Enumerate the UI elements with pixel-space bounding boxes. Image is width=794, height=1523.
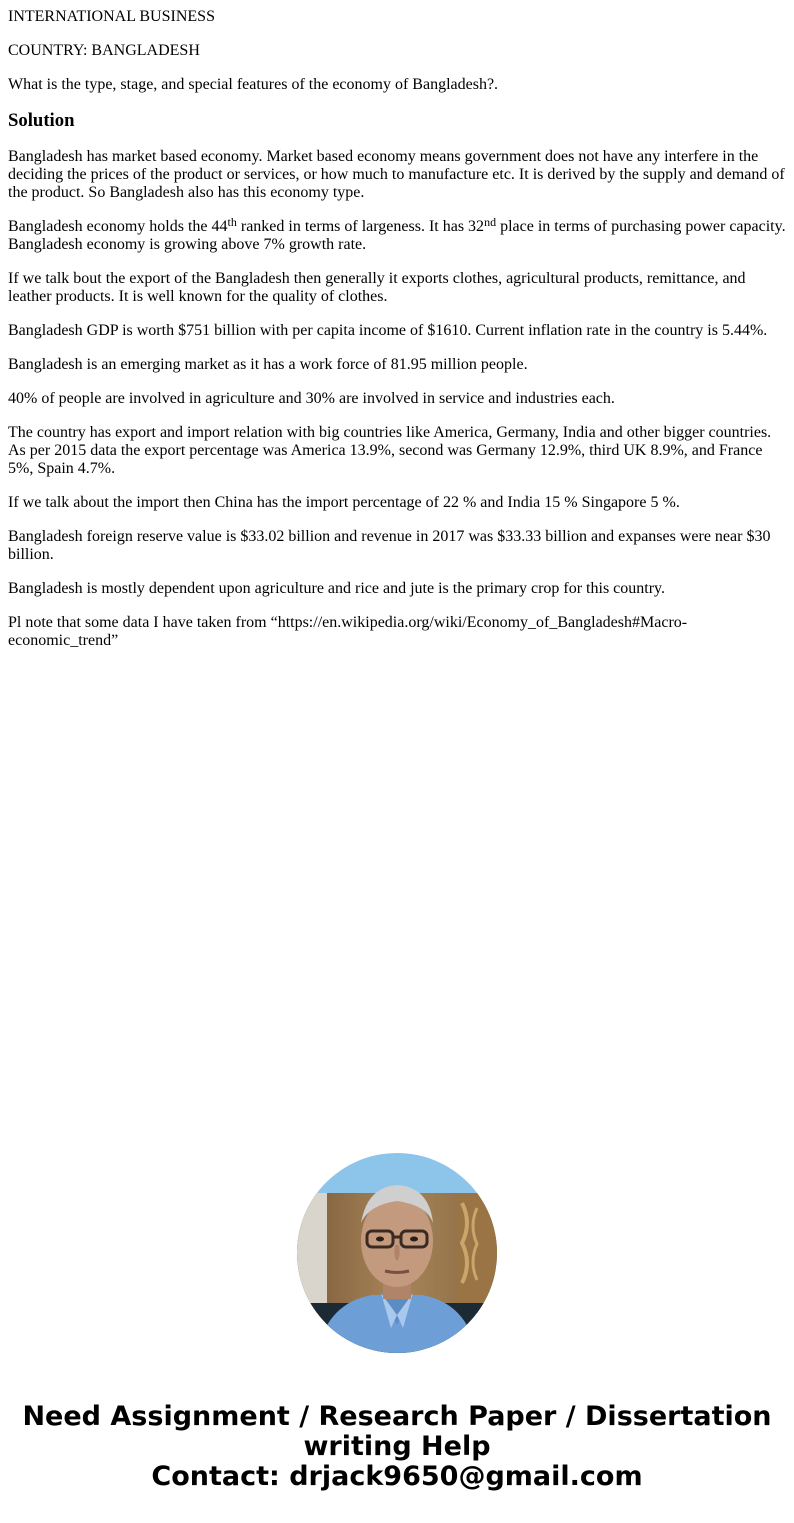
paragraph-employment: 40% of people are involved in agriculture and 30% are involved in service and industries each. xyxy=(8,390,615,407)
paragraph-gdp: Bangladesh GDP is worth $751 billion with per capita income of $1610. Current inflation rate in the country is 5.44%. xyxy=(8,322,768,339)
footer-line-1: Need Assignment / Research Paper / Dissertation xyxy=(22,1401,772,1432)
avatar-portrait xyxy=(297,1153,497,1353)
paragraph-imports: If we talk about the import then China has the import percentage of 22 % and India 15 % Singapore 5 %. xyxy=(8,494,680,511)
footer-banner xyxy=(0,1402,794,1492)
paragraph-agriculture: Bangladesh is mostly dependent upon agriculture and rice and jute is the primary crop for this country. xyxy=(8,580,666,597)
solution-heading: Solution xyxy=(8,110,75,131)
subject-line: INTERNATIONAL BUSINESS xyxy=(8,8,215,25)
country-line: COUNTRY: BANGLADESH xyxy=(8,42,200,59)
paragraph-reserves: Bangladesh foreign reserve value is $33.02 billion and revenue in 2017 was $33.33 billion and expanses were near $30 billion. xyxy=(8,528,771,563)
paragraph-source-note: Pl note that some data I have taken from “https://en.wikipedia.org/wiki/Economy_of_Bangladesh#Macro-economic_trend” xyxy=(8,614,688,649)
paragraph-ranking: Bangladesh economy holds the 44th ranked in terms of largeness. It has 32nd place in terms of purchasing power capacity. Bangladesh economy is growing above 7% growth rate. xyxy=(8,215,786,253)
document-body xyxy=(8,8,786,666)
footer-contact: Contact: drjack9650@gmail.com xyxy=(151,1461,643,1492)
footer-line-2: writing Help xyxy=(303,1431,491,1462)
question-text: What is the type, stage, and special features of the economy of Bangladesh?. xyxy=(8,76,499,93)
avatar xyxy=(297,1153,497,1353)
paragraph-exports: If we talk bout the export of the Bangladesh then generally it exports clothes, agricultural products, remittance, and leather products. It is well known for the quality of clothes. xyxy=(8,270,746,305)
paragraph-economy-type: Bangladesh has market based economy. Market based economy means government does not have any interfere in the deciding the prices of the product or services, or how much to manufacture etc. It is derived by the supply and demand of the product. So Bangladesh also has this economy type. xyxy=(8,148,785,201)
paragraph-workforce: Bangladesh is an emerging market as it has a work force of 81.95 million people. xyxy=(8,356,528,373)
paragraph-trade-partners: The country has export and import relation with big countries like America, Germany, India and other bigger countries. As per 2015 data the export percentage was America 13.9%, second was Germany 12.9%, third UK 8.9%, and France 5%, Spain 4.7%. xyxy=(8,424,772,477)
